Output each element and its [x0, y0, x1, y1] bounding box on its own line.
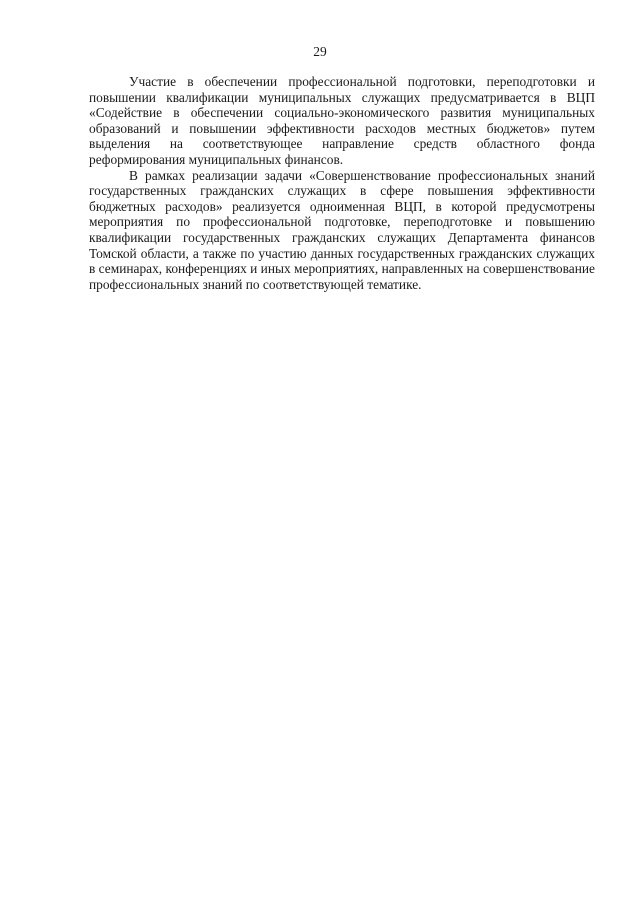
page-number: 29	[313, 44, 327, 59]
paragraph-2: В рамках реализации задачи «Совершенствование профессиональных знаний государственных гражданских служащих в сфере повышения эффективности бюджетных расходов» реализуется одноименная ВЦП, в которой предусмотрены мероприятия по профессиональной подготовке, переподготовке и повышению квалификации государственных гражданских служащих Департамента финансов Томской области, а также по участию данных государственных гражданских служащих в семинарах, конференциях и иных мероприятиях, направленных на совершенствование профессиональных знаний по соответствующей тематике.	[89, 167, 595, 292]
paragraph-1: Участие в обеспечении профессиональной подготовки, переподготовки и повышении квалификации муниципальных служащих предусматривается в ВЦП «Содействие в обеспечении социально-экономического развития муниципальных образований и повышении эффективности расходов местных бюджетов» путем выделения на соответствующее направление средств областного фонда реформирования муниципальных финансов.	[89, 74, 595, 167]
document-body	[89, 74, 595, 292]
